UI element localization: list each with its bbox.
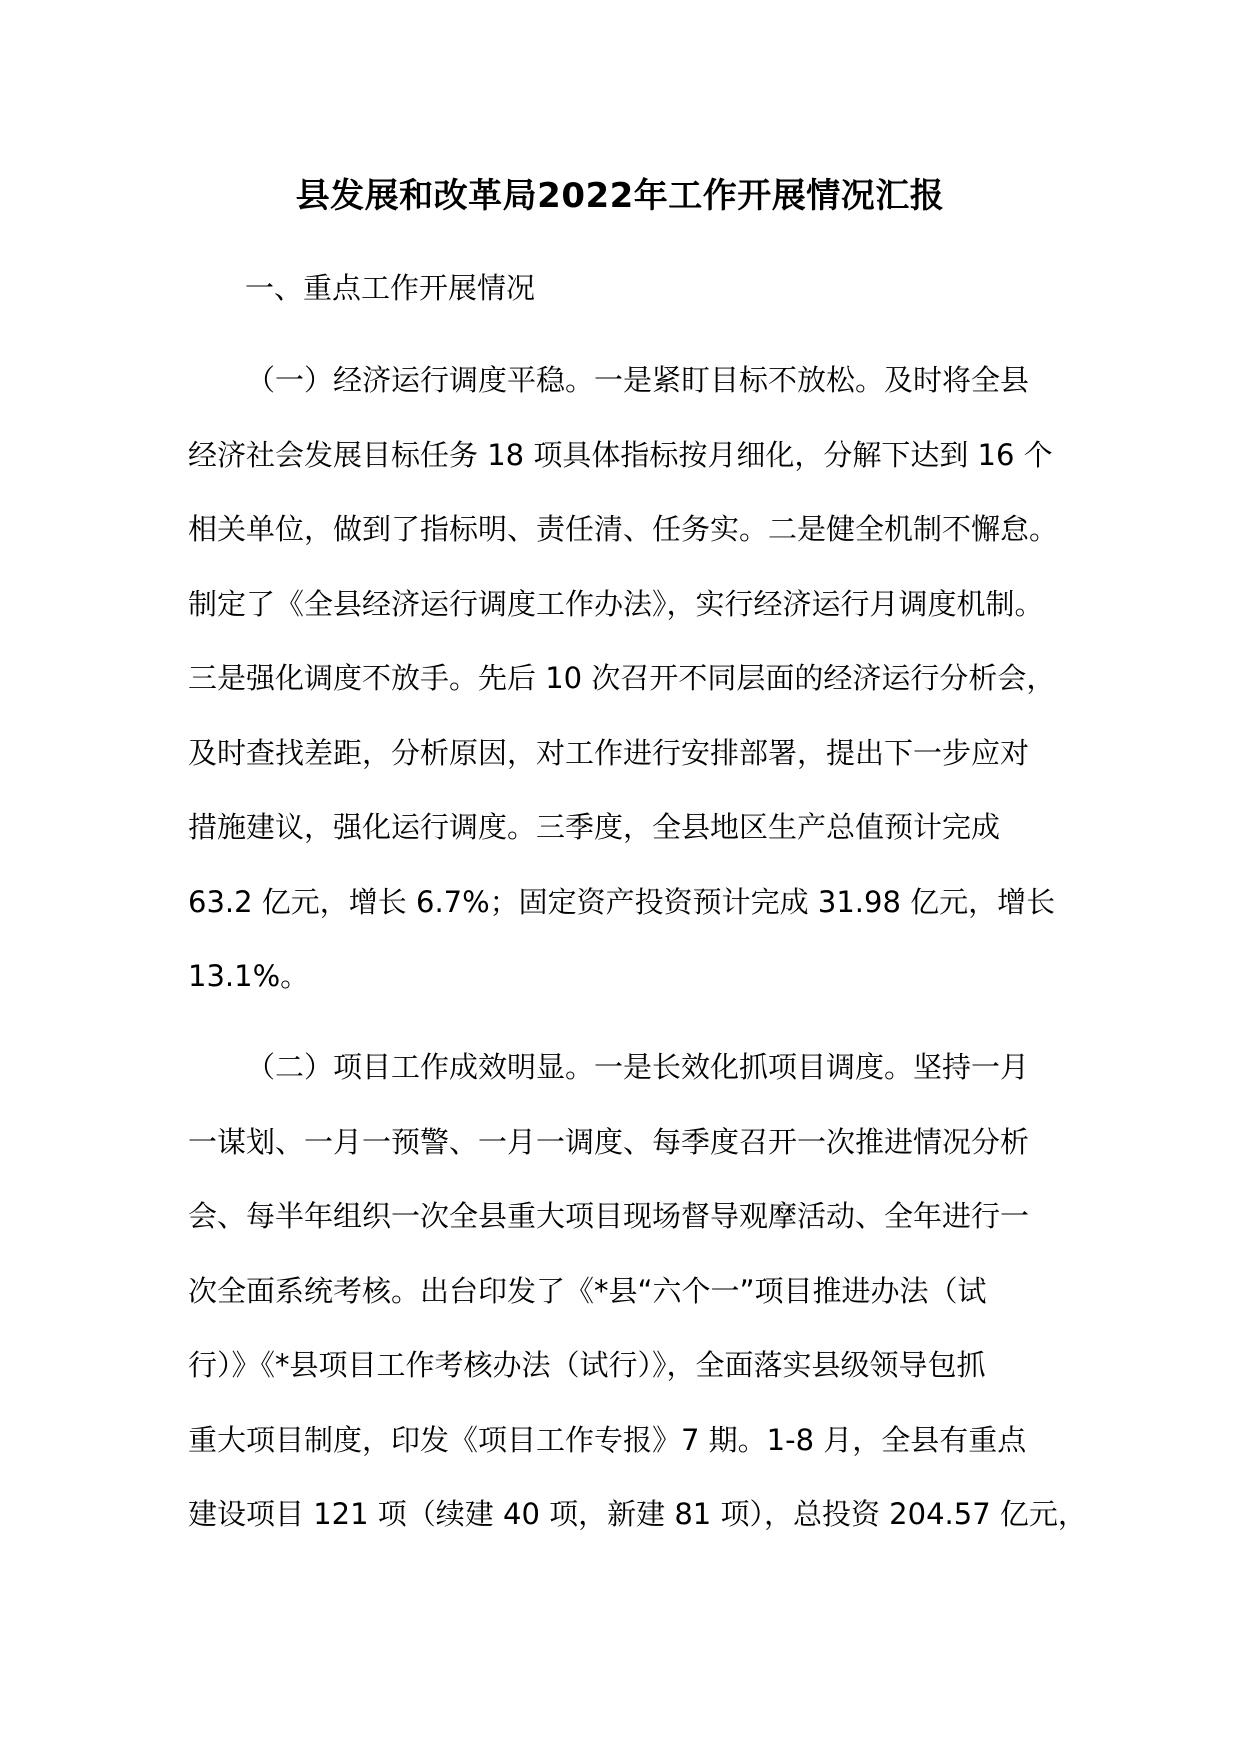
- paragraph-line: 三是强化调度不放手。先后 10 次召开不同层面的经济运行分析会，: [188, 661, 1056, 695]
- section-heading: 一、重点工作开展情况: [245, 271, 536, 305]
- paragraph-line: 措施建议，强化运行调度。三季度，全县地区生产总值预计完成: [188, 810, 1001, 844]
- paragraph-line: （一）经济运行调度平稳。一是紧盯目标不放松。及时将全县: [246, 363, 1030, 397]
- paragraph-line: 行）》《*县项目工作考核办法（试行）》，全面落实县级领导包抓: [188, 1348, 986, 1382]
- paragraph-line: （二）项目工作成效明显。一是长效化抓项目调度。坚持一月: [246, 1050, 1030, 1084]
- paragraph-economic-operation: [188, 343, 1088, 1014]
- paragraph-line: 制定了《全县经济运行调度工作办法》，实行经济运行月调度机制。: [188, 586, 1044, 621]
- paragraph-line: 一谋划、一月一预警、一月一调度、每季度召开一次推进情况分析: [188, 1124, 1030, 1159]
- paragraph-line: 会、每半年组织一次全县重大项目现场督导观摩活动、全年进行一: [188, 1199, 1030, 1233]
- paragraph-line: 及时查找差距，分析原因，对工作进行安排部署，提出下一步应对: [188, 735, 1030, 770]
- paragraph-line: 13.1%。: [188, 959, 310, 993]
- paragraph-line: 相关单位，做到了指标明、责任清、任务实。二是健全机制不懈怠。: [188, 512, 1059, 546]
- paragraph-line: 63.2 亿元，增长 6.7%；固定资产投资预计完成 31.98 亿元，增长: [188, 884, 1056, 919]
- paragraph-line: 建设项目 121 项（续建 40 项，新建 81 项），总投资 204.57 亿元，: [188, 1497, 1087, 1531]
- paragraph-project-work: [188, 1030, 1088, 1552]
- paragraph-line: 经济社会发展目标任务 18 项具体指标按月细化，分解下达到 16 个: [188, 437, 1053, 472]
- paragraph-line: 次全面系统考核。出台印发了《*县“六个一”项目推进办法（试: [188, 1273, 987, 1308]
- document-title: 县发展和改革局2022年工作开展情况汇报: [295, 176, 945, 216]
- paragraph-line: 重大项目制度，印发《项目工作专报》7 期。1-8 月，全县有重点: [188, 1422, 1027, 1457]
